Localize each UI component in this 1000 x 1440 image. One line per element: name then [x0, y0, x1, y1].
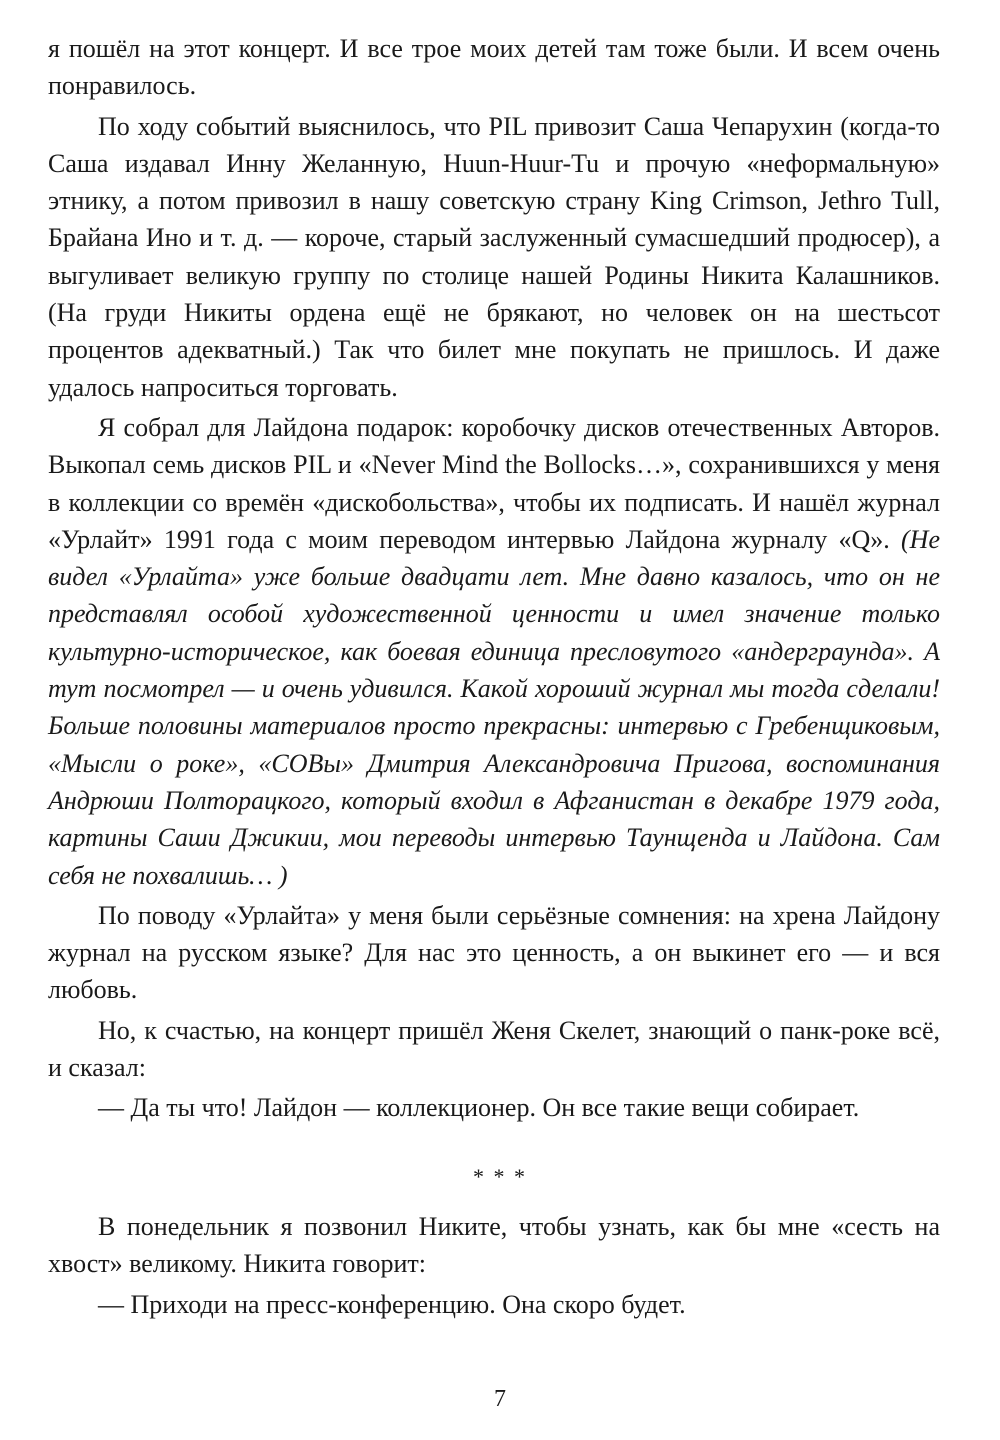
- paragraph-gift-italic-aside: (Не видел «Урлайта» уже больше двадцати лет. Мне давно казалось, что он не представлял особой художественной ценности и имел значение только культурно-историческое, как боевая единица пресловутого «андерграунда». А тут посмотрел — и очень удивился. Какой хороший журнал мы тогда сделали! Больше половины материалов просто прекрасны: интервью с Гребенщиковым, «Мысли о роке», «СОВы» Дмитрия Александровича Пригова, воспоминания Андрюши Полторацкого, который входил в Афганистан в декабре 1979 года, картины Саши Джикии, мои переводы интервью Таунщенда и Лайдона. Сам себя не похвалишь… ): [48, 524, 940, 890]
- main-text-block: [48, 30, 940, 1130]
- paragraph-urlait-doubts: По поводу «Урлайта» у меня были серьёзные сомнения: на хрена Лайдону журнал на русском языке? Для нас это ценность, а он выкинет его — и вся любовь.: [48, 900, 940, 1005]
- paragraph-continuation: я пошёл на этот концерт. И все трое моих детей там тоже были. И всем очень понравилось.: [48, 34, 940, 101]
- section-separator-asterisks: * * *: [473, 1164, 527, 1189]
- paragraph-pil-promoters: По ходу событий выяснилось, что PIL привозит Саша Чепарухин (когда-то Саша издавал Инну Желанную, Huun-Huur-Tu и прочую «неформальную» этнику, а потом привозил в нашу советскую страну King Crimson, Jethro Tull, Брайана Ино и т. д. — короче, старый заслуженный сумасшедший продюсер), а выгуливает великую группу по столице нашей Родины Никита Калашников. (На груди Никиты ордена ещё не брякают, но человек он на шестьсот процентов адекватный.) Так что билет мне покупать не пришлось. И даже удалось напроситься торговать.: [48, 111, 940, 402]
- page-number: 7: [494, 1386, 506, 1412]
- second-section-text: [48, 1208, 940, 1326]
- paragraph-monday-call: В понедельник я позвонил Никите, чтобы узнать, как бы мне «сесть на хвост» великому. Никита говорит:: [48, 1212, 940, 1279]
- paragraph-press-conference: — Приходи на пресс-конференцию. Она скоро будет.: [98, 1289, 686, 1319]
- paragraph-gift-for-lydon: [48, 409, 940, 894]
- paragraph-zhenya-skelet: Но, к счастью, на концерт пришёл Женя Скелет, знающий о панк-роке всё, и сказал:: [48, 1015, 940, 1083]
- paragraph-gift-regular-text: Я собрал для Лайдона подарок: коробочку дисков отечественных Авторов. Выкопал семь дисков PIL и «Never Mind the Bollocks…», сохранившихся у меня в коллекции со времён «дискобольства», чтобы их подписать. И нашёл журнал «Урлайт» 1991 года с моим переводом интервью Лайдона журналу «Q».: [48, 412, 940, 554]
- paragraph-dialogue-collector: — Да ты что! Лайдон — коллекционер. Он все такие вещи собирает.: [98, 1093, 860, 1123]
